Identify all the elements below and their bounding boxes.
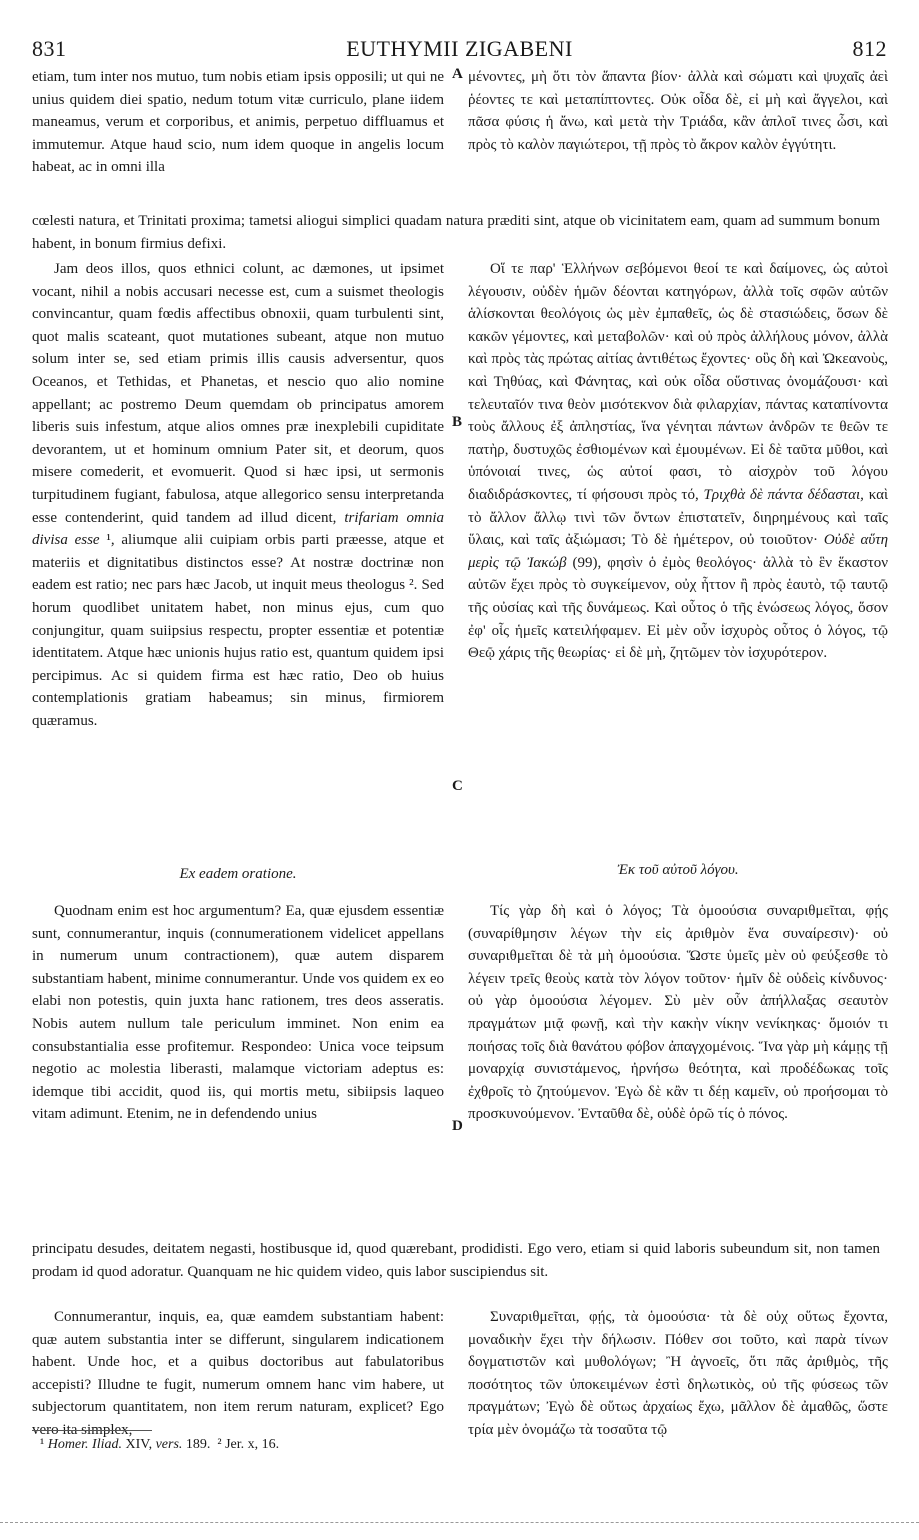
greek-paragraph xyxy=(468,258,888,665)
latin-paragraph: etiam, tum inter nos mutuo, tum nobis etiam ipsis opposili; ut qui ne unius quidem diei spatio, nedum totum vitæ curriculo, plane iidem maneamus, verum et corporibus, et animis, perpetuo diffluamus et immutemur. Atque haud scio, num idem quoque in angelis locum habeat, ac in omni illa xyxy=(32,69,444,176)
footnote-ref: XIV, xyxy=(125,1437,153,1452)
latin-paragraph: Connumerantur, inquis, ea, quæ eamdem substantiam habent: quæ autem substantia inter se differunt, singularem indicationem habent. Unde hoc, et a quibus doctoribus aut fabulatoribus accepisti? Illudne te fugit, numerum omnem hanc vim habere, ut subjectorum quantitatem, non item rerum naturam, explicet? Ego vero ita simplex, xyxy=(32,1309,444,1438)
footnote-author: Homer. Iliad. xyxy=(47,1437,122,1452)
page-edge-rule xyxy=(0,1522,919,1523)
greek-text: (99), φησὶν ὁ ἐμὸς θεολόγος· ἀλλὰ τὸ ἓν ἕκαστον αὐτῶν ἔχει πρὸς τὸ συγκείμενον, οὐχ ἧττον ἢ πρὸς ἑαυτὸ, τῷ ταυτῷ τῆς οὐσίας καὶ τῆς δυνάμεως. Καὶ οὗτος ὁ τῆς ἑνώσεως λόγος, ὅσον ἐφ' οἷς ἡμεῖς κατειλήφαμεν. Εἰ μὲν οὖν ἰσχυρὸς οὗτος ὁ λόγος, τῷ Θεῷ χάρις τῆς θεωρίας· εἰ δὲ μὴ, ζητῶμεν τὸν ἰσχυρότερον. xyxy=(468,554,889,662)
greek-column-block1 xyxy=(468,66,888,156)
footnote-num: 189. xyxy=(185,1437,211,1452)
greek-paragraph: μένοντες, μὴ ὅτι τὸν ἅπαντα βίον· ἀλλὰ καὶ σώματι καὶ ψυχαῖς ἀεὶ ῥέοντες τε καὶ μεταπίπτοντες. Οὐκ οἶδα δὲ, εἰ μὴ καὶ ἄγγελοι, καὶ πᾶσα φύσις ἡ ἄνω, καὶ μετὰ τὴν Τριάδα, κἂν ἁπλοῖ τινες ὦσι, καὶ πρὸς τὸ καλὸν παγιώτεροι, τῇ πρὸς τὸ ἄκρον καλὸν ἐγγύτητι. xyxy=(468,69,888,153)
latin-column-block4 xyxy=(32,1306,444,1442)
greek-quote: Τριχθὰ δὲ πάντα δέδασται, xyxy=(703,486,864,503)
greek-text: Οἵ τε παρ' Ἑλλήνων σεβόμενοι θεοί τε καὶ δαίμονες, ὡς αὐτοὶ λέγουσιν, οὐδὲν ἡμῶν δέονται κατηγόρων, ἀλλὰ τοῖς σφῶν αὐτῶν ἁλίσκονται θεολόγοις ὡς μὲν ἐμπαθεῖς, ὡς δὲ στασιώδεις, ὅσων δὲ κακῶν γέμοντες, καὶ μεταβολῶν· καὶ οὐ πρὸς ἀλλήλους μόνον, ἀλλὰ καὶ πρὸς τὰς πρώτας αἰτίας ἀντιθέτως ἔχοντες· οὓς δὴ καὶ Ὠκεανοὺς, καὶ Τηθύας, καὶ Φάνητας, καὶ οὐκ οἶδα οὕστινας ὀνομάζουσι· καὶ τελευταῖόν τινα θεὸν μισότεκνον διὰ φιλαρχίαν, πάντας καταπίνοντα τοὺς ἄλλους ἐξ ἀπληστίας, ἵνα γένηται πάντων ἀνδρῶν τε θεῶν τε πατὴρ, δυστυχῶς ἐσθιομένων καὶ ἐμουμένων. Εἰ δὲ ταῦτα μῦθοι, καὶ ὑπόνοιαί τινες, ὡς αὐτοί φασι, τὸ αἰσχρὸν τοῦ λόγου διαδιδράσκοντες, τί φήσουσι πρὸς τό, xyxy=(468,261,888,503)
margin-marker-b: B xyxy=(452,414,463,430)
latin-column-block2 xyxy=(32,258,444,732)
margin-marker-c: C xyxy=(452,778,463,794)
latin-subheading: Ex eadem oratione. xyxy=(179,866,297,882)
greek-quote: Οὐδὲ αὕτη μερὶς τῷ Ἰακώβ xyxy=(468,532,889,571)
latin-text: ¹, aliumque alii cuipiam orbis parti præesse, atque et materiis et dignitatibus distinctos esse? At nostræ doctrinæ non eadem est ratio; nec pars hæc Jacob, ut inquit meus theologus ². Sed horum quodlibet unitatem habet, non minus ejus, cum quo conjungitur, quam suiipsius respectu, propter essentiæ et potentiæ identitatem. Atque hæc unionis hujus ratio est, quantum quidem ipsi percipimus. Ac si quidem firma est hæc ratio, Deo ob huius contemplationis gratiam habeamus; sin minus, firmiorem quæramus. xyxy=(32,532,444,729)
latin-paragraph xyxy=(32,258,444,732)
greek-column-block4 xyxy=(468,1306,888,1442)
latin-column-block1 xyxy=(32,66,444,179)
latin-column-block3 xyxy=(32,900,444,1126)
footnote-vers: vers. xyxy=(155,1437,183,1452)
margin-marker-d: D xyxy=(452,1118,463,1134)
footnotes xyxy=(40,1437,279,1453)
page-number-right: 812 xyxy=(852,36,887,61)
latin-text: Jam deos illos, quos ethnici colunt, ac dæmones, ut ipsimet vocant, nihil a nobis accusari necesse est, cum a suismet theologis convincantur, quam fœdis affectibus obnoxii, quam turbulenti sint, quot malis scateant, quot mutationes subeant, atque non mutuo solum inter se, sed etiam primis illis causis adversentur, quos Oceanos, et Tethidas, et Phanetas, et nescio quo alio nomine appellant; ac postremo Deum quemdam ob principatus amorem liberis suis infestum, atque alios omnes præ inexplebili cupiditate devorantem, ut et hominum omnium Pater sit, et deorum, quos misere comederit, et evomuerit. Quod si hæc ipsi, ut sermonis turpitudinem fugiant, fabulosa, atque allegorico sensu interpretanda esse contenderint, quid tandem ad illud dicent, xyxy=(32,261,444,526)
margin-marker-a: A xyxy=(452,66,463,82)
latin-quote: trifariam omnia divisa esse xyxy=(32,509,445,549)
latin-fullwidth-block3: principatu desudes, deitatem negasti, hostibusque id, quod quærebant, prodidisti. Ego vero, etiam si quid laboris subeundum sit, non tamen prodam id quod adoratur. Quanquam ne hic quidem video, quis labor suscipiendus sit. xyxy=(32,1241,880,1280)
greek-text: καὶ τὸ ἄλλον ἄλλῳ τινὶ τῶν ὄντων ἐπιστατεῖν, διηρημένους καὶ ταῖς ὕλαις, καὶ ταῖς ἀξιώμασι; Τὸ δὲ ἡμέτερον, οὐ τοιοῦτον· xyxy=(468,486,889,549)
greek-paragraph: Τίς γὰρ δὴ καὶ ὁ λόγος; Τὰ ὁμοούσια συναριθμεῖται, φῄς (συναρίθμησιν λέγων τὴν εἰς ἀριθμὸν ἕνα συναίρεσιν)· οὐ συναριθμεῖται δὲ τὰ μὴ ὁμοούσια. Ὥστε ὑμεῖς μὲν οὐ φεύξεσθε τὸ λέγειν τρεῖς θεοὺς κατὰ τὸν λόγον τοῦτον· ἡμῖν δὲ οὐδεὶς κίνδυνος· οὐ γὰρ ὁμοούσια λέγομεν. Σὺ μὲν οὖν ἀπήλλαξας σεαυτὸν πραγμάτων μιᾷ φωνῇ, καὶ τὴν κακὴν νίκην νενίκηκας· ὅμοιόν τι ποιήσας τοῖς διὰ θανάτου φόβον ἀπαγχομένοις. Ἵνα γὰρ μὴ κάμῃς τῇ μοναρχίᾳ συνιστάμενος, ἠρνήσω θεότητα, καὶ προδέδωκας τοῖς ἐχθροῖς τὸ ζητούμενον. Ἐγὼ δὲ κἂν τι δέῃ καμεῖν, οὐ προήσομαι τὸ προσκυνούμενον. Ἐνταῦθα δὲ, οὐδὲ ὁρῶ τίς ὁ πόνος. xyxy=(468,903,888,1123)
greek-subheading: Ἐκ τοῦ αὐτοῦ λόγου. xyxy=(617,862,739,878)
latin-fullwidth-block1: cœlesti natura, et Trinitati proxima; tametsi aliogui simplici quadam natura præditi sint, atque ob vicinitatem eam, quam ad summum bonum habent, in bonum firmius defixi. xyxy=(32,213,880,252)
greek-column-block3 xyxy=(468,900,888,1126)
footnote-rule xyxy=(32,1430,152,1431)
greek-column-block2 xyxy=(468,258,888,665)
footnote-mark: ¹ xyxy=(40,1437,45,1452)
latin-paragraph: Quodnam enim est hoc argumentum? Ea, quæ ejusdem essentiæ sunt, connumerantur, inquis (connumerationem videlicet appellans in numerum unum contractionem), quæ autem disparem substantiam habent, minime connumerantur. Unde vos quidem ex eo elabi non potestis, quin juxta hanc rationem, tres deos asseratis. Nobis autem nullum tale periculum imminet. Non enim ea consubstantialia esse profitemur. Respondeo: Unica voce teipsum negotio ac molestia liberasti, malamque victoriam adeptus es: idemque tibi accidit, quod iis, qui mortis metu, sibiipsis laqueo vitam adimunt. Etenim, ne in defendendo unius xyxy=(32,903,444,1123)
footnote-2: ² Jer. x, 16. xyxy=(217,1437,280,1452)
page-number-left: 831 xyxy=(32,36,67,61)
running-title: EUTHYMII ZIGABENI xyxy=(346,36,573,61)
greek-paragraph: Συναριθμεῖται, φῄς, τὰ ὁμοούσια· τὰ δὲ οὐχ οὕτως ἔχοντα, μοναδικὴν ἔχει τὴν δήλωσιν. Πόθεν σοι τοῦτο, καὶ παρὰ τίνων δογματιστῶν καὶ μυθολόγων; Ἢ ἀγνοεῖς, ὅτι πᾶς ἀριθμὸς, τῆς ποσότητος τῶν ὑποκειμένων ἐστὶ δηλωτικὸς, οὐ τῆς φύσεως τῶν πραγμάτων; Ἐγὼ δὲ οὕτως ἀρχαίως ἔχω, μᾶλλον δὲ ἀμαθῶς, ὥστε τρία μὲν ὀνομάζω τὰ τοσαῦτα τῷ xyxy=(468,1309,888,1438)
